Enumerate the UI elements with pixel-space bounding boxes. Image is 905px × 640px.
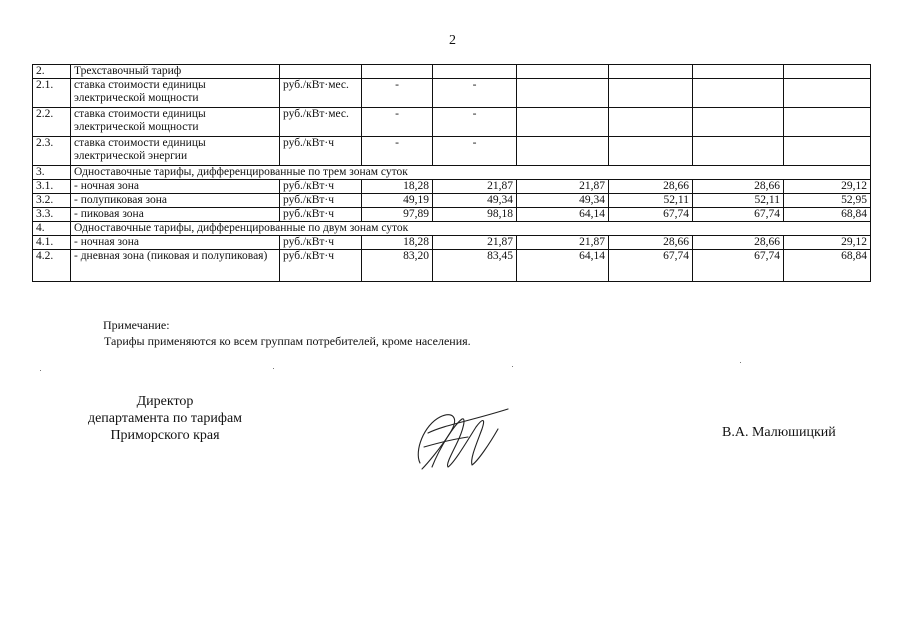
value-cell: 67,74 — [693, 250, 784, 282]
table-row — [33, 166, 871, 180]
value-cell — [433, 65, 517, 79]
value-cell: 21,87 — [517, 236, 609, 250]
value-cell — [693, 108, 784, 137]
table-row — [33, 208, 871, 222]
scan-speck — [512, 366, 513, 367]
row-number: 4.2. — [33, 250, 71, 282]
row-number: 3.1. — [33, 180, 71, 194]
value-cell: 29,12 — [784, 180, 871, 194]
value-cell — [362, 65, 433, 79]
value-cell: - — [362, 137, 433, 166]
table-row — [33, 222, 871, 236]
director-title — [60, 393, 270, 444]
value-cell — [784, 108, 871, 137]
row-number: 2.3. — [33, 137, 71, 166]
value-cell: - — [362, 79, 433, 108]
row-name: ставка стоимости единицы электрической энергии — [71, 137, 280, 166]
value-cell — [517, 108, 609, 137]
value-cell: 28,66 — [609, 236, 693, 250]
value-cell — [517, 79, 609, 108]
section-title: Одноставочные тарифы, дифференцированные по трем зонам суток — [71, 166, 871, 180]
table-row — [33, 79, 871, 108]
page-number: 2 — [449, 33, 456, 48]
row-number: 2. — [33, 65, 71, 79]
value-cell: 28,66 — [693, 180, 784, 194]
row-unit: руб./кВт·ч — [280, 180, 362, 194]
value-cell: - — [433, 79, 517, 108]
value-cell: 52,11 — [609, 194, 693, 208]
handwritten-signature — [410, 403, 510, 475]
row-unit: руб./кВт·ч — [280, 137, 362, 166]
value-cell: 52,11 — [693, 194, 784, 208]
value-cell — [609, 79, 693, 108]
director-title-line: Приморского края — [110, 428, 220, 443]
value-cell — [517, 137, 609, 166]
value-cell: 28,66 — [693, 236, 784, 250]
value-cell: 83,45 — [433, 250, 517, 282]
value-cell — [784, 137, 871, 166]
value-cell: 83,20 — [362, 250, 433, 282]
value-cell: 21,87 — [517, 180, 609, 194]
row-unit — [280, 65, 362, 79]
table-row — [33, 108, 871, 137]
value-cell: 68,84 — [784, 250, 871, 282]
value-cell: - — [362, 108, 433, 137]
value-cell: 98,18 — [433, 208, 517, 222]
value-cell: 64,14 — [517, 250, 609, 282]
table-row — [33, 180, 871, 194]
value-cell: 18,28 — [362, 180, 433, 194]
row-name: - ночная зона — [71, 236, 280, 250]
table-row — [33, 194, 871, 208]
row-number: 3.2. — [33, 194, 71, 208]
row-name: - полупиковая зона — [71, 194, 280, 208]
value-cell: 29,12 — [784, 236, 871, 250]
value-cell: 21,87 — [433, 180, 517, 194]
value-cell: 28,66 — [609, 180, 693, 194]
scan-speck — [273, 368, 274, 369]
row-number: 2.1. — [33, 79, 71, 108]
value-cell — [609, 65, 693, 79]
scan-speck — [740, 362, 741, 363]
row-number: 4. — [33, 222, 71, 236]
row-number: 2.2. — [33, 108, 71, 137]
value-cell: 64,14 — [517, 208, 609, 222]
note-text: Тарифы применяются ко всем группам потребителей, кроме населения. — [104, 334, 471, 348]
note-label: Примечание: — [103, 318, 170, 332]
value-cell — [693, 79, 784, 108]
value-cell: 49,19 — [362, 194, 433, 208]
director-title-line: департамента по тарифам — [87, 411, 243, 426]
value-cell — [693, 137, 784, 166]
value-cell — [784, 65, 871, 79]
value-cell — [784, 79, 871, 108]
value-cell: 67,74 — [609, 208, 693, 222]
value-cell: - — [433, 108, 517, 137]
row-name: ставка стоимости единицы электрической мощности — [71, 79, 280, 108]
value-cell: 52,95 — [784, 194, 871, 208]
table-row — [33, 250, 871, 282]
row-name: ставка стоимости единицы электрической мощности — [71, 108, 280, 137]
row-unit: руб./кВт·ч — [280, 236, 362, 250]
value-cell: 68,84 — [784, 208, 871, 222]
tariff-table — [32, 64, 871, 282]
value-cell: 21,87 — [433, 236, 517, 250]
row-number: 3. — [33, 166, 71, 180]
value-cell — [517, 65, 609, 79]
signer-name: В.А. Малюшицкий — [722, 425, 836, 440]
value-cell: 97,89 — [362, 208, 433, 222]
row-name: Трехставочный тариф — [71, 65, 280, 79]
row-unit: руб./кВт·ч — [280, 194, 362, 208]
value-cell — [609, 108, 693, 137]
value-cell: 49,34 — [433, 194, 517, 208]
row-unit: руб./кВт·ч — [280, 250, 362, 282]
value-cell: - — [433, 137, 517, 166]
row-name: - ночная зона — [71, 180, 280, 194]
value-cell: 67,74 — [693, 208, 784, 222]
value-cell — [609, 137, 693, 166]
director-title-line: Директор — [136, 394, 194, 409]
value-cell: 18,28 — [362, 236, 433, 250]
table-row — [33, 137, 871, 166]
row-unit: руб./кВт·мес. — [280, 108, 362, 137]
value-cell: 49,34 — [517, 194, 609, 208]
scan-speck — [40, 370, 41, 371]
table-row — [33, 236, 871, 250]
row-unit: руб./кВт·мес. — [280, 79, 362, 108]
row-unit: руб./кВт·ч — [280, 208, 362, 222]
value-cell — [693, 65, 784, 79]
row-name: - пиковая зона — [71, 208, 280, 222]
note — [103, 317, 471, 349]
row-name: - дневная зона (пиковая и полупиковая) — [71, 250, 280, 282]
row-number: 4.1. — [33, 236, 71, 250]
section-title: Одноставочные тарифы, дифференцированные по двум зонам суток — [71, 222, 871, 236]
table-row — [33, 65, 871, 79]
value-cell: 67,74 — [609, 250, 693, 282]
row-number: 3.3. — [33, 208, 71, 222]
